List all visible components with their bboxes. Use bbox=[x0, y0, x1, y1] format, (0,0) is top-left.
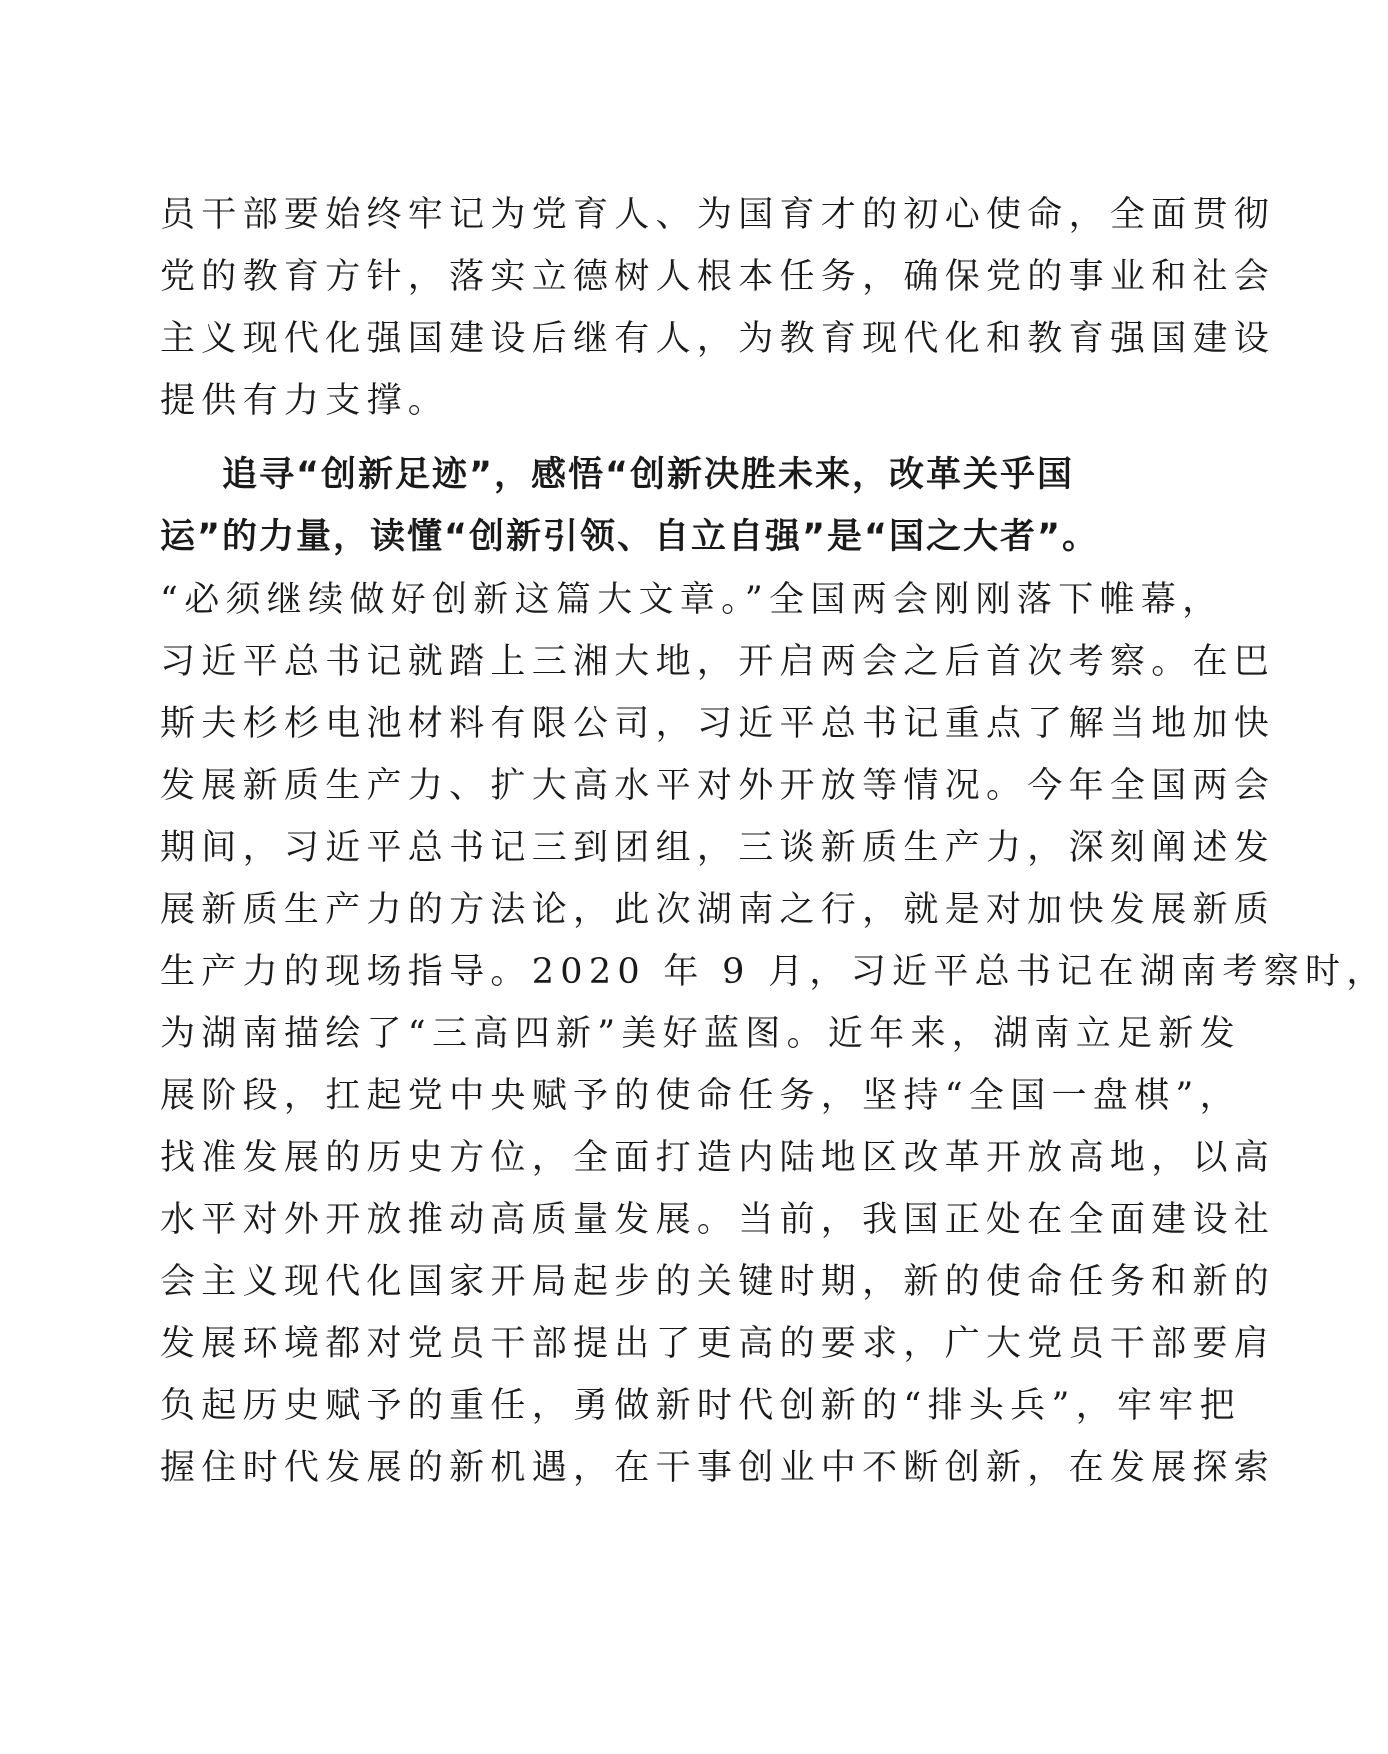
line-text: 期间，习近平总书记三到团组，三谈新质生产力，深刻阐述发 bbox=[160, 828, 1276, 868]
line-text: 生产力的现场指导。2020 年 9 月，习近平总书记在湖南考察时， bbox=[160, 952, 1388, 992]
line-text: 提供有力支撑。 bbox=[160, 381, 450, 421]
line-text: 斯夫杉杉电池材料有限公司，习近平总书记重点了解当地加快 bbox=[160, 704, 1276, 744]
section-heading-line bbox=[0, 445, 1240, 505]
paragraph-line bbox=[0, 1128, 1276, 1188]
line-text: “必须继续做好创新这篇大文章。”全国两会刚刚落下帷幕， bbox=[160, 580, 1224, 620]
paragraph-line bbox=[0, 1004, 1240, 1064]
line-text: 水平对外开放推动高质量发展。当前，我国正处在全面建设社 bbox=[160, 1200, 1276, 1240]
paragraph-line bbox=[0, 185, 1276, 245]
line-text: 会主义现代化国家开局起步的关键时期，新的使命任务和新的 bbox=[160, 1262, 1276, 1302]
paragraph-line bbox=[0, 942, 1388, 1002]
paragraph-line bbox=[0, 694, 1276, 754]
line-text: 握住时代发展的新机遇，在干事创业中不断创新，在发展探索 bbox=[160, 1448, 1276, 1488]
paragraph-line bbox=[0, 1314, 1276, 1374]
line-text: 发展环境都对党员干部提出了更高的要求，广大党员干部要肩 bbox=[160, 1324, 1276, 1364]
line-text: 发展新质生产力、扩大高水平对外开放等情况。今年全国两会 bbox=[160, 766, 1276, 806]
heading-text: 运”的力量，读懂“创新引领、自立自强”是“国之大者”。 bbox=[160, 517, 1100, 557]
line-text: 党的教育方针，落实立德树人根本任务，确保党的事业和社会 bbox=[160, 257, 1276, 297]
line-text: 主义现代化强国建设后继有人，为教育现代化和教育强国建设 bbox=[160, 319, 1276, 359]
line-text: 负起历史赋予的重任，勇做新时代创新的“排头兵”，牢牢把 bbox=[160, 1386, 1241, 1426]
paragraph-line bbox=[0, 1376, 1240, 1436]
paragraph-line bbox=[0, 1438, 1276, 1498]
paragraph-line bbox=[0, 818, 1276, 878]
paragraph-line bbox=[0, 1066, 1240, 1126]
paragraph-line bbox=[0, 1252, 1276, 1312]
paragraph-line bbox=[0, 371, 1240, 431]
line-text: 展新质生产力的方法论，此次湖南之行，就是对加快发展新质 bbox=[160, 890, 1276, 930]
line-text: 为湖南描绘了“三高四新”美好蓝图。近年来，湖南立足新发 bbox=[160, 1014, 1241, 1054]
paragraph-line bbox=[0, 632, 1276, 692]
heading-text: 追寻“创新足迹”，感悟“创新决胜未来，改革关乎国 bbox=[222, 455, 1075, 495]
paragraph-line bbox=[0, 756, 1276, 816]
line-text: 员干部要始终牢记为党育人、为国育才的初心使命，全面贯彻 bbox=[160, 195, 1276, 235]
line-text: 展阶段，扛起党中央赋予的使命任务，坚持“全国一盘棋”， bbox=[160, 1076, 1241, 1116]
paragraph-line bbox=[0, 570, 1240, 630]
line-text: 找准发展的历史方位，全面打造内陆地区改革开放高地，以高 bbox=[160, 1138, 1276, 1178]
paragraph-line bbox=[0, 1190, 1276, 1250]
paragraph-line bbox=[0, 880, 1276, 940]
paragraph-line bbox=[0, 247, 1276, 307]
paragraph-line bbox=[0, 309, 1276, 369]
section-heading-line bbox=[0, 507, 1240, 567]
line-text: 习近平总书记就踏上三湘大地，开启两会之后首次考察。在巴 bbox=[160, 642, 1276, 682]
